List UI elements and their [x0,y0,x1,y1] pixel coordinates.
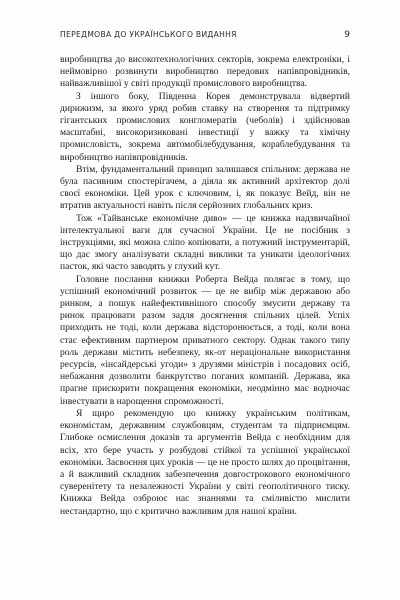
paragraph: З іншого боку, Південна Корея демонструвала відвертий дирижизм, за якого уряд робив ставку на створення та підтримку гігантських промислових конгломератів (чеболів) і здійснював масштабні, високоризиковані інвестиції у важку та хімічну промисловість, зокрема автомобілебудування, кораблебудування та виробництво напівпровідників. [60,90,350,163]
running-head-title: ПЕРЕДМОВА ДО УКРАЇНСЬКОГО ВИДАННЯ [60,30,237,39]
paragraph: Головне послання книжки Роберта Вейда полягає в тому, що успішний економічний розвиток — це не вибір між державою або ринком, а пошук найефективнішого способу змусити державу та ринок працювати разом задля досягнення спільних цілей. Успіх приходить не тоді, коли держава відсторонюється, а тоді, коли вона стає ефективним партнером приватного сектору. Однак такого типу роль держави містить небезпеку, як-от нераціональне використання ресурсів, «інсайдерські угоди» з друзями міністрів і посадових осіб, небажання дозволити банкрутство поганих компаній. Держава, яка прагне прискорити покращення економіки, неодмінно має водночас інвестувати в нарощення спроможності. [60,273,350,407]
paragraph: Тож «Тайванське економічне диво» — це книжка надзвичайної інтелектуальної ваги для сучасної України. Це не посібник з інструкціями, які можна сліпо копіювати, а потужний інструментарій, що дає змогу аналізувати складні виклики та уникати ідеологічних пасток, які часто заводять у глухий кут. [60,212,350,273]
running-header [60,30,350,44]
paragraph: Втім, фундаментальний принцип залишався спільним: держава не була пасивним спостерігачем, а діяла як активний архітектор долі своєї економіки. Цей урок є ключовим, і, як показує Вейд, він не втратив актуальності навіть після серйозних глобальних криз. [60,163,350,212]
paragraph: Я щиро рекомендую цю книжку українським політикам, економістам, державним службовцям, студентам та підприємцям. Глибоке осмислення доказів та аргументів Вейда є необхідним для всіх, хто бере участь у розбудові стійкої та успішної української економіки. Засвоєння цих уроків — це не просто шлях до процвітання, а й важливий складник забезпечення довгострокового економічного суверенітету та незалежності України у світі геополітичного тиску. Книжка Вейда озброює нас знаннями та сміливістю мислити нестандартно, що є критично важливим для нашої країни. [60,407,350,517]
body-text [60,54,350,518]
paragraph: виробництва до високотехнологічних секторів, зокрема електроніки, і неймовірно розвинути виробництво передових напівпровідників, найважливішої у світі продукції промислового виробництва. [60,54,350,90]
page-number: 9 [344,30,350,40]
